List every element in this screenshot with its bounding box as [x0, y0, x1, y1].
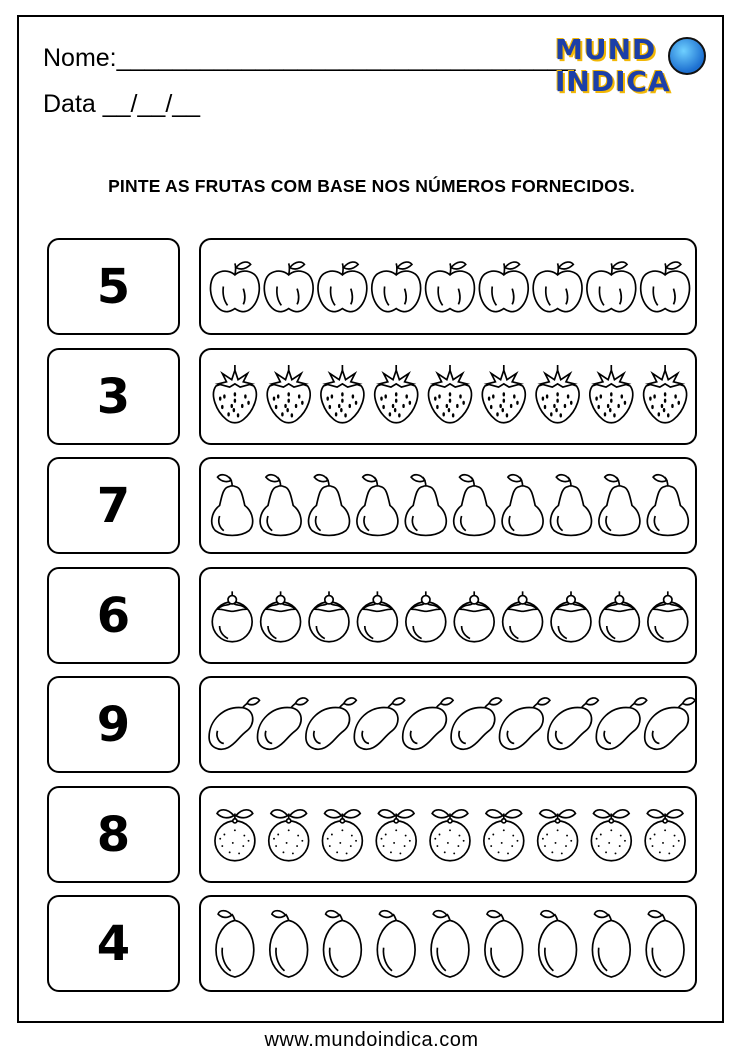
apple-icon[interactable]: [372, 262, 421, 312]
strawberry-icon[interactable]: [644, 365, 687, 423]
strawberry-icon[interactable]: [536, 365, 579, 423]
pear-icon[interactable]: [647, 475, 688, 536]
lemon-icon[interactable]: [431, 911, 469, 977]
strawberry-icon[interactable]: [375, 365, 418, 423]
mango-icon[interactable]: [403, 698, 453, 749]
pear-icon[interactable]: [212, 475, 253, 536]
number-box: [47, 457, 180, 554]
pear-icon[interactable]: [599, 475, 640, 536]
apple-icon[interactable]: [479, 262, 528, 312]
mangosteen-icon[interactable]: [357, 591, 397, 641]
target-number: 6: [96, 587, 131, 644]
footer-url: www.mundoindica.com: [264, 1029, 479, 1051]
orange-icon[interactable]: [591, 810, 631, 861]
apple-icon[interactable]: [641, 262, 690, 312]
strawberry-icon[interactable]: [482, 365, 525, 423]
mango-icon[interactable]: [645, 698, 695, 749]
apple-icon[interactable]: [318, 262, 367, 312]
pear-icon[interactable]: [502, 475, 543, 536]
mango-icon[interactable]: [500, 698, 550, 749]
strawberry-icon[interactable]: [267, 365, 310, 423]
pear-icon[interactable]: [309, 475, 350, 536]
mango-icon[interactable]: [548, 698, 598, 749]
orange-icon[interactable]: [484, 810, 524, 861]
apple-icon[interactable]: [533, 262, 582, 312]
mango-icon[interactable]: [306, 698, 356, 749]
orange-icon[interactable]: [645, 810, 685, 861]
mango-icon[interactable]: [354, 698, 404, 749]
lemon-icon[interactable]: [216, 911, 254, 977]
target-number: 3: [96, 368, 131, 425]
target-number: 5: [96, 258, 131, 315]
name-field: Nome:_________________________________: [43, 44, 576, 72]
apple-icon[interactable]: [426, 262, 475, 312]
fruit-row-box: [199, 676, 697, 773]
target-number: 8: [96, 806, 131, 863]
lemon-icon[interactable]: [539, 911, 577, 977]
mangosteen-icon[interactable]: [261, 591, 301, 641]
lemon-icon[interactable]: [592, 911, 630, 977]
apple-icon[interactable]: [264, 262, 313, 312]
logo-word-1: MUND: [555, 33, 657, 66]
lemon-icon[interactable]: [324, 911, 362, 977]
mango-icon[interactable]: [596, 698, 646, 749]
mangosteen-icon[interactable]: [454, 591, 494, 641]
pear-icon[interactable]: [454, 475, 495, 536]
apple-icon[interactable]: [210, 262, 259, 312]
pear-icon[interactable]: [260, 475, 301, 536]
number-box: [47, 238, 180, 335]
mangosteen-icon[interactable]: [212, 591, 252, 641]
fruit-row-box: [199, 238, 697, 335]
logo: [550, 33, 715, 105]
target-number: 9: [96, 696, 131, 753]
mangosteen-icon[interactable]: [599, 591, 639, 641]
orange-icon[interactable]: [322, 810, 362, 861]
strawberry-icon[interactable]: [321, 365, 364, 423]
orange-icon[interactable]: [538, 810, 578, 861]
target-number: 4: [96, 915, 131, 972]
strawberry-icon[interactable]: [213, 365, 256, 423]
pear-icon[interactable]: [357, 475, 398, 536]
orange-icon[interactable]: [269, 810, 309, 861]
fruit-row-box: [199, 567, 697, 664]
orange-icon[interactable]: [430, 810, 470, 861]
orange-icon[interactable]: [215, 810, 255, 861]
mangosteen-icon[interactable]: [503, 591, 543, 641]
instruction-text: PINTE AS FRUTAS COM BASE NOS NÚMEROS FORNECIDOS.: [108, 176, 635, 196]
number-box: [47, 895, 180, 992]
fruit-row-box: [199, 786, 697, 883]
strawberry-icon[interactable]: [590, 365, 633, 423]
lemon-icon[interactable]: [646, 911, 684, 977]
lemon-icon[interactable]: [485, 911, 523, 977]
target-number: 7: [96, 477, 131, 534]
mango-icon[interactable]: [209, 698, 259, 749]
logo-word-2: INDICA: [555, 65, 671, 98]
mango-icon[interactable]: [258, 698, 308, 749]
mango-icon[interactable]: [451, 698, 501, 749]
fruit-row-box: [199, 348, 697, 445]
strawberry-icon[interactable]: [429, 365, 472, 423]
number-box: [47, 567, 180, 664]
lemon-icon[interactable]: [270, 911, 308, 977]
mangosteen-icon[interactable]: [551, 591, 591, 641]
pear-icon[interactable]: [405, 475, 446, 536]
number-box: [47, 786, 180, 883]
fruit-row-box: [199, 457, 697, 554]
mangosteen-icon[interactable]: [309, 591, 349, 641]
mangosteen-icon[interactable]: [406, 591, 446, 641]
apple-icon[interactable]: [587, 262, 636, 312]
lemon-icon[interactable]: [377, 911, 415, 977]
mangosteen-icon[interactable]: [648, 591, 688, 641]
pear-icon[interactable]: [551, 475, 592, 536]
number-box: [47, 348, 180, 445]
date-field: Data __/__/__: [43, 90, 201, 118]
globe-mascot-icon: [668, 37, 706, 75]
fruit-row-box: [199, 895, 697, 992]
orange-icon[interactable]: [376, 810, 416, 861]
number-box: [47, 676, 180, 773]
